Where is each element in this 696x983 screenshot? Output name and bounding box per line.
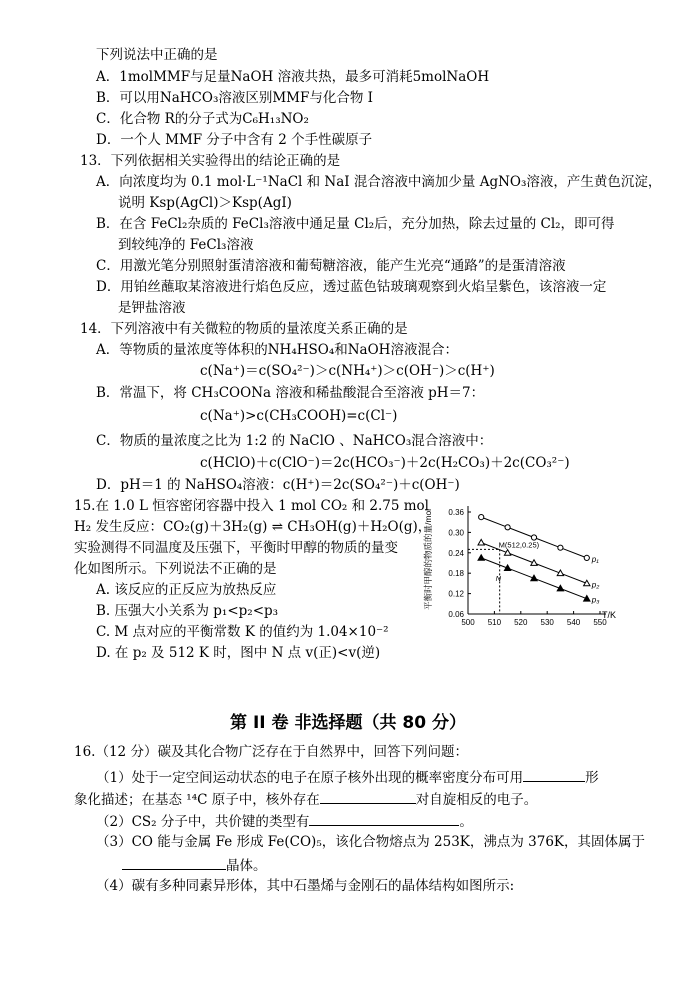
q13-option-b-line1: B．在含 FeCl₂杂质的 FeCl₃溶液中通足量 Cl₂后，充分加热，除去过量的 Cl₂，即可得 (96, 216, 615, 232)
q13-option-a-line2: 说明 Ksp(AgCl)＞Ksp(AgI) (118, 195, 292, 211)
q16-part3-line2 (122, 855, 267, 875)
q13-option-b-line2: 到较纯净的 FeCl₃溶液 (118, 237, 254, 253)
chart-xlabel: T/K (602, 610, 617, 620)
q15-option-b: B. 压强大小关系为 p₁<p₂<p₃ (96, 603, 279, 619)
q13-option-c: C．用激光笔分别照射蛋清溶液和葡萄糖溶液，能产生光亮“通路”的是蛋清溶液 (96, 258, 566, 274)
x-tick-label: 520 (514, 618, 528, 627)
q16-part2-text-b: 。 (459, 814, 473, 830)
q14-option-a-eq: c(Na⁺)＝c(SO₄²⁻)＞c(NH₄⁺)＞c(OH⁻)＞c(H⁺) (200, 363, 495, 379)
data-point-circle (584, 555, 589, 560)
x-tick-label: 500 (461, 618, 475, 627)
data-point-circle (531, 535, 536, 540)
q16-part1-text-a: （1）处于一定空间运动状态的电子在原子核外出现的概率密度分布可用 (96, 770, 524, 786)
q16-part3-text-b: 晶体。 (226, 858, 267, 874)
q16-part2 (96, 811, 473, 831)
series-label: p₁ (591, 554, 599, 564)
methanol-equilibrium-chart (420, 500, 620, 640)
annotation-m: M(512,0.25) (498, 540, 540, 550)
x-tick-label: 510 (487, 618, 502, 627)
x-tick-label: 540 (566, 618, 581, 627)
y-tick-label: 0.18 (448, 569, 464, 579)
q14-option-a-line1: A．等物质的量浓度等体积的NH₄HSO₄和NaOH溶液混合： (96, 342, 458, 358)
q15-option-d: D. 在 p₂ 及 512 K 时，图中 N 点 v(正)<v(逆) (96, 645, 381, 661)
data-point-circle (558, 545, 563, 550)
q12-option-b: B．可以用NaHCO₃溶液区别MMF与化合物 I (96, 90, 374, 106)
series-label: p₂ (591, 580, 600, 590)
q14-option-c-line1: C．物质的量浓度之比为 1:2 的 NaClO 、NaHCO₃混合溶液中： (96, 433, 493, 449)
q15-stem-line4: 化如图所示。下列说法不正确的是 (74, 561, 277, 577)
section-ii-title: 第 II 卷 非选择题（共 80 分） (230, 713, 466, 733)
q14-option-c-eq: c(HClO)＋c(ClO⁻)＝2c(HCO₃⁻)＋2c(H₂CO₃)＋2c(CO₃²⁻) (200, 455, 570, 471)
x-tick-label: 530 (540, 618, 554, 627)
q16-part1-line1 (96, 767, 599, 787)
q15-stem-line2: H₂ 发生反应：CO₂(g)＋3H₂(g) ⇌ CH₃OH(g)＋H₂O(g)， (74, 519, 432, 535)
q13-option-d-line2: 是钾盐溶液 (118, 300, 186, 316)
q16-part1-text-b: 形 (585, 770, 599, 786)
x-tick-label: 550 (593, 618, 607, 627)
q12-option-c: C．化合物 R的分子式为C₆H₁₃NO₂ (96, 111, 309, 127)
q12-option-d: D．一个人 MMF 分子中含有 2 个手性碳原子 (96, 132, 373, 148)
q14-stem: 14．下列溶液中有关微粒的物质的量浓度关系正确的是 (80, 321, 408, 337)
answer-blank[interactable] (309, 811, 459, 826)
data-point-triangle (478, 555, 484, 561)
q16-part2-text-a: （2）CS₂ 分子中，共价键的类型有 (96, 814, 310, 830)
answer-blank[interactable] (122, 855, 226, 870)
q15-option-c: C. M 点对应的平衡常数 K 的值约为 1.04×10⁻² (96, 624, 389, 640)
answer-blank[interactable] (320, 789, 416, 804)
y-tick-label: 0.12 (448, 589, 464, 599)
q14-option-b-eq: c(Na⁺)>c(CH₃COOH)=c(Cl⁻) (200, 408, 398, 424)
data-point-circle (479, 515, 484, 520)
q13-option-a-line1: A．向浓度均为 0.1 mol·L⁻¹NaCl 和 NaI 混合溶液中滴加少量 AgNO₃溶液，产生黄色沉淀， (96, 174, 662, 190)
chart-ylabel: 平衡时甲醇的物质的量/mol (423, 508, 433, 610)
q13-stem: 13．下列依据相关实验得出的结论正确的是 (80, 153, 341, 169)
annotation-n: N (495, 574, 502, 584)
q16-part1-text-c: 象化描述；在基态 ¹⁴C 原子中，核外存在 (74, 792, 320, 808)
q12-stem: 下列说法中正确的是 (96, 47, 218, 63)
q14-option-b-line1: B．常温下，将 CH₃COONa 溶液和稀盐酸混合至溶液 pH＝7： (96, 385, 485, 401)
chart-axes (448, 506, 607, 627)
y-tick-label: 0.36 (448, 508, 464, 517)
q16-part4: （4）碳有多种同素异形体，其中石墨烯与金刚石的晶体结构如图所示: (96, 878, 515, 894)
data-point-triangle (478, 539, 484, 545)
q15-option-a: A. 该反应的正反应为放热反应 (96, 582, 277, 598)
y-tick-label: 0.06 (448, 610, 464, 619)
q16-part1-line2 (74, 789, 537, 809)
series-label: p₃ (591, 595, 600, 605)
q14-option-d: D．pH＝1 的 NaHSO₄溶液：c(H⁺)＝2c(SO₄²⁻)＋c(OH⁻) (96, 477, 460, 493)
chart-marks (468, 515, 599, 615)
q16-stem: 16.（12 分）碳及其化合物广泛存在于自然界中，回答下列问题： (74, 744, 468, 760)
q16-part1-text-d: 对自旋相反的电子。 (415, 792, 538, 808)
q13-option-d-line1: D．用铂丝蘸取某溶液进行焰色反应，透过蓝色钴玻璃观察到火焰呈紫色，该溶液一定 (96, 279, 607, 295)
y-tick-label: 0.30 (448, 528, 464, 538)
q12-option-a: A．1molMMF与足量NaOH 溶液共热，最多可消耗5molNaOH (96, 69, 490, 85)
q16-part3-line1: （3）CO 能与金属 Fe 形成 Fe(CO)₅，该化合物熔点为 253K，沸点为 376K，其固体属于 (96, 834, 646, 850)
y-tick-label: 0.24 (448, 548, 464, 558)
q15-stem-line3: 实验测得不同温度及压强下，平衡时甲醇的物质的量变 (74, 540, 398, 556)
q15-stem-line1: 15.在 1.0 L 恒容密闭容器中投入 1 mol CO₂ 和 2.75 mol (74, 498, 429, 514)
answer-blank[interactable] (523, 767, 585, 782)
data-point-circle (505, 525, 510, 530)
